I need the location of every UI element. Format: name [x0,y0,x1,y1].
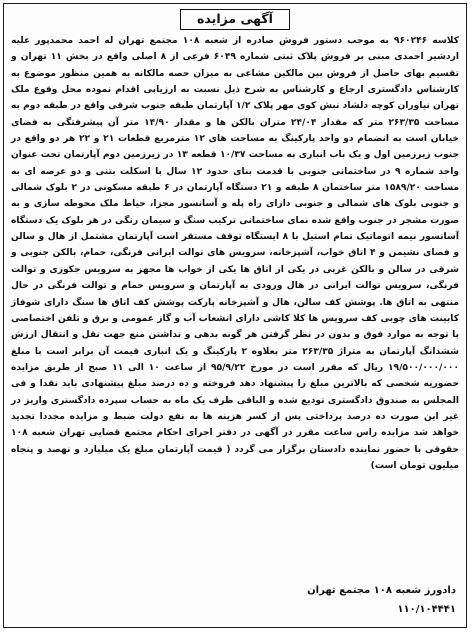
signature-line: دادورز شعبه ۱۰۸ مجتمع تهران [307,585,456,596]
notice-title: آگهی مزایده [180,9,290,30]
notice-body: کلاسه ۹۶۰۲۴۶ به موجب دستور فروش صادره از شعبه ۱۰۸ مجتمع تهران له احمد محمدپور علیه اردشیر احمدی مبنی بر فروش پلاک ثبتی شماره ۶۰۴۹ فرعی از ۸ اصلی واقع در بخش ۱۱ تهران و تقسیم بهای حاصل از فروش بین مالکین مشاعی به میزان حصه مالکانه به همین منظور موضوع به کارشناس دادگستری ارجاع و کارشناس به شرح ذیل نسبت به ارزیابی اقدام نموده محل وقوع ملک تهران نیاوران کوچه دلشاد نبش کوی مهر پلاک ۱/۲ آپارتمان طبقه جنوب شرقی واقع در طبقه دوم به مساحت ۲۶۳/۳۵ متر که مقدار ۲۴/۰۴ متران بالکن ها و مقدار ۱۴/۹۰ متر آن پیشرفتگی به فضای خیابان است به انضمام دو واحد پارکینگ به مساحت های ۱۲ مترمربع قطعات ۲۱ و ۲۲ هر دو واقع در جنوب زیرزمین اول و یک باب انباری به مساحت ۱۰/۳۷ قطعه ۱۳ در زیرزمین دوم آپارتمان تحت عنوان واحد شماره ۹ در ساختمانی جنوبی با قدمت بنای حدود ۱۲ سال با اسکلت بتنی و دو عرصه ای به مساحت ۱۵۸۹/۲۰ متر ساختمان ۸ طبقه و ۲۱ دستگاه آپارتمان در ۶ طبقه مسکونی در ۲ بلوک شمالی و جنوبی بلوک های شمالی و جنوبی دارای راه پله و آسانسور مجزا، حیاط ملک محوطه سازی و به صورت مشجر در جنوب واقع شده نمای ساختمانی ترکیب سنگ و سیمان رنگی در هر بلوک یک دستگاه آسانسور نیمه اتوماتیک تمام استیل با ۸ ایستگاه توقف مستقر است آپارتمان مشتمل از هال و سالن و فضای نشیمن و ۴ اتاق خواب، آشپزخانه، سرویس های توالت ایرانی فرنگی، حمام، بالکن جنوبی و شرقی در سالن و بالکن غربی در یکی از اتاق ها یکی از خواب ها مجهز به سرویس جکوزی و توالت فرنگی، سرویس توالت ایرانی در هال ورودی به آپارتمان و سرویس حمام و توالت فرنگی در حال منتهی به اتاق ها. پوشش کف سالن، هال و آشپزخانه پارکت پوشش کف اتاق ها سنگ دارای شوفاژ کابینت های چوبی کف سرویس ها کلا کاشی دارای انشعاب آب و گاز عمومی و برق و تلفن اختصاصی با توجه به موارد فوق و بدون در نظر گرفتن هر گونه بدهی و نداشتن منع جهت نقل و انتقال ارزش ششدانگ آپارتمان به متراژ ۲۶۳/۳۵ متر بعلاوه ۲ پارکینگ و یک انباری قیمت آن برابر است با مبلغ ۱۹/۵۰۰/۰۰۰/۰۰۰ ریال که مقرر است در مورخ ۹۵/۹/۲۲ از ساعت ۱۰ الی ۱۱ صبح از طریق مزایده حضوریه شخصی که بالاترین مبلغ را پیشنهاد دهد فروخته و ده درصد مبلغ پیشنهادی باید نقدا و فی المجلس به صندوق دادگستری تودیع شده و الباقی ظرف یک ماه به حساب سپرده دادگستری واریز در غیر این صورت ده درصد پرداختی پس از کسر هزینه ها به نفع دولت ضبط و مزایده مجددا تجدید خواهد شد مزایده راس ساعت مقرر در آگهی در دفتر اجرای احکام مجتمع قضایی تهران شعبه ۱۰۸ حقوقی با حضور نماینده دادستان برگزار می گردد ( قیمت آپارتمان مبلغ یک میلیارد و نهصد و پنجاه میلیون تومان است) [11,36,460,471]
reference-code: ۱۱۰/۱۰۴۴۴۱ [397,604,456,615]
title-row [4,8,466,30]
notice-footer [12,585,458,621]
auction-notice [3,3,467,628]
